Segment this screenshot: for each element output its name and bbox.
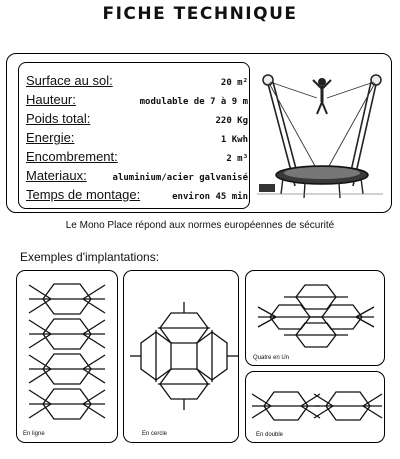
bungee-trampoline-illustration	[255, 58, 387, 208]
spec-label: Surface au sol:	[26, 73, 113, 88]
spec-label: Temps de montage:	[26, 187, 141, 202]
spec-row-materiaux	[26, 168, 248, 187]
caption-en-ligne: En ligne	[23, 431, 45, 437]
spec-value: 20 m²	[220, 78, 248, 88]
spec-row-energie	[26, 130, 248, 149]
spec-panel	[6, 53, 392, 213]
spec-value: 220 Kg	[215, 116, 248, 126]
safety-norm-text: Le Mono Place répond aux normes européennes de sécurité	[65, 220, 335, 231]
spec-label: Materiaux:	[26, 168, 87, 183]
examples-title: Exemples d'implantations:	[20, 250, 160, 264]
spec-row-surface	[26, 73, 248, 92]
spec-value: aluminium/acier galvanisé	[112, 173, 248, 183]
example-en-ligne	[16, 270, 118, 443]
spec-value: environ 45 min	[172, 192, 248, 202]
four-in-one-diagram	[246, 271, 386, 367]
caption-en-double: En double	[256, 432, 284, 438]
spec-value: 2 m³	[226, 154, 248, 164]
line-layout-diagram	[17, 271, 119, 444]
caption-en-cercle: En cercle	[142, 431, 168, 437]
spec-row-poids	[26, 111, 248, 130]
spec-row-encombrement	[26, 149, 248, 168]
spec-label: Encombrement:	[26, 149, 118, 164]
circle-layout-diagram	[124, 271, 240, 444]
spec-value: modulable de 7 à 9 m	[139, 97, 248, 107]
example-en-cercle	[123, 270, 239, 443]
spec-list	[18, 62, 250, 209]
page-title: FICHE TECHNIQUE	[102, 4, 298, 24]
spec-label: Poids total:	[26, 111, 91, 126]
spec-label: Hauteur:	[26, 92, 76, 107]
example-quatre-en-un	[245, 270, 385, 366]
spec-row-temps	[26, 187, 248, 206]
spec-value: 1 Kwh	[220, 135, 248, 145]
caption-quatre-en-un: Quatre en Un	[253, 355, 290, 361]
spec-label: Energie:	[26, 130, 75, 145]
example-en-double	[245, 371, 385, 443]
spec-row-hauteur	[26, 92, 248, 111]
